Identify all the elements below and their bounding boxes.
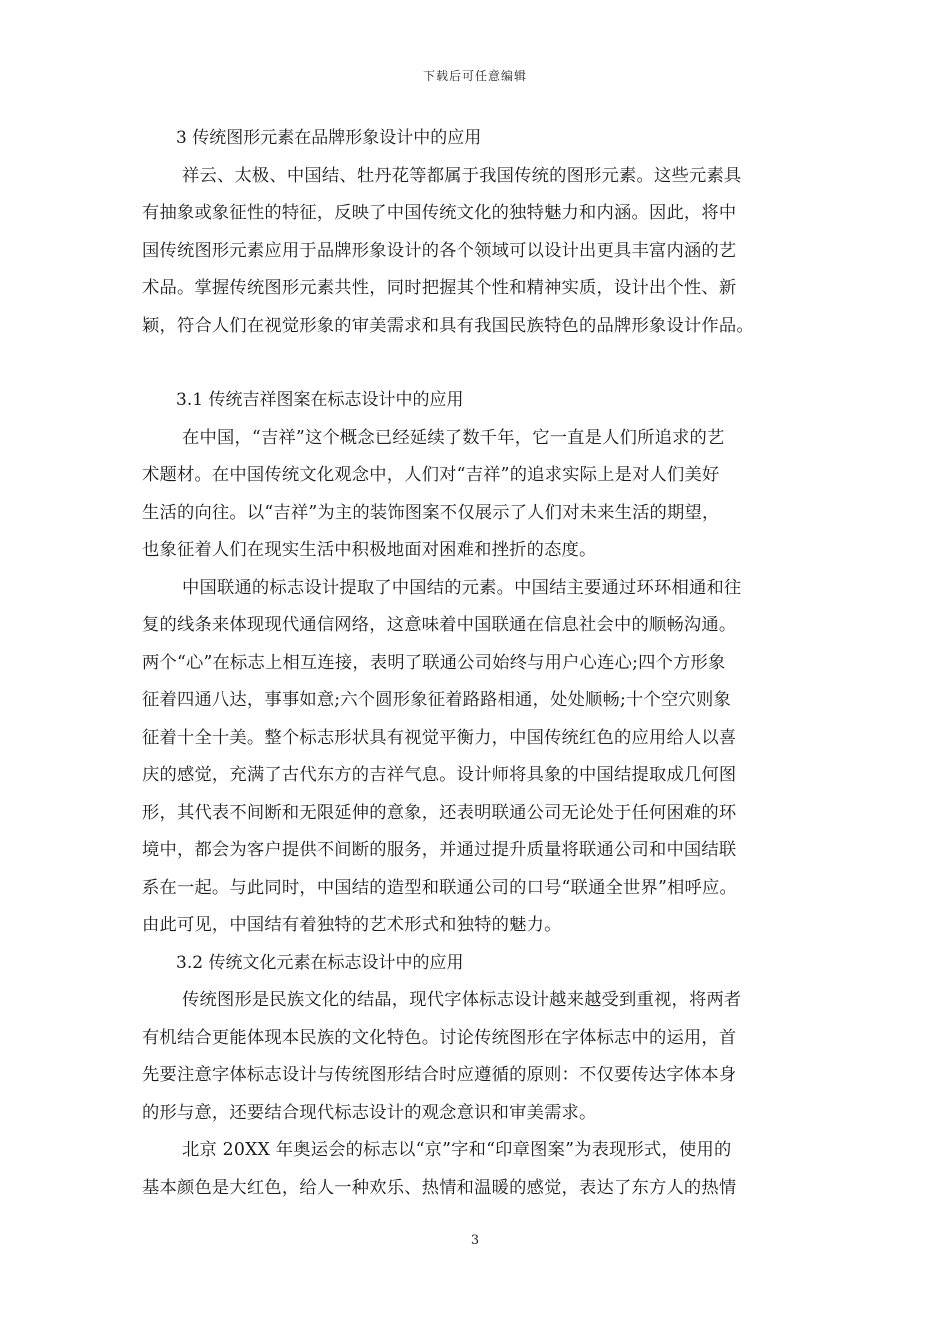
blank-line — [142, 345, 814, 382]
paragraph-line: 传统图形是民族文化的结晶，现代字体标志设计越来越受到重视，将两者 — [182, 990, 742, 1010]
paragraph-line: 庆的感觉，充满了古代东方的吉祥气息。设计师将具象的中国结提取成几何图 — [142, 765, 737, 785]
paragraph-line: 形，其代表不间断和无限延伸的意象，还表明联通公司无论处于任何困难的环 — [142, 802, 737, 823]
document-body — [142, 120, 814, 1207]
paragraph-line: 的形与意，还要结合现代标志设计的观念意识和审美需求。 — [142, 1102, 597, 1123]
paragraph-line: 系在一起。与此同时，中国结的造型和联通公司的口号“联通全世界”相呼应。 — [142, 877, 737, 898]
paragraph-line: 术品。掌握传统图形元素共性，同时把握其个性和精神实质，设计出个性、新 — [142, 278, 737, 298]
paragraph-line: 国传统图形元素应用于品牌形象设计的各个领域可以设计出更具丰富内涵的艺 — [142, 240, 737, 261]
paragraph-line: 颖，符合人们在视觉形象的审美需求和具有我国民族特色的品牌形象设计作品。 — [142, 315, 754, 336]
subsection-heading: 3.1 传统吉祥图案在标志设计中的应用 — [176, 390, 464, 410]
subsection-heading: 3.2 传统文化元素在标志设计中的应用 — [176, 952, 464, 973]
paragraph-line: 征着四通八达，事事如意;六个圆形象征着路路相通，处处顺畅;十个空穴则象 — [142, 690, 731, 710]
page-number: 3 — [470, 1233, 480, 1248]
paragraph-line: 两个“心”在标志上相互连接，表明了联通公司始终与用户心连心;四个方形象 — [142, 652, 726, 673]
paragraph-line: 祥云、太极、中国结、牡丹花等都属于我国传统的图形元素。这些元素具 — [182, 165, 742, 186]
paragraph-line: 基本颜色是大红色，给人一种欢乐、热情和温暖的感觉，表达了东方人的热情 — [142, 1177, 737, 1198]
paragraph-line: 复的线条来体现现代通信网络，这意味着中国联通在信息社会中的顺畅沟通。 — [142, 615, 737, 635]
paragraph-line: 也象征着人们在现实生活中积极地面对困难和挫折的态度。 — [142, 540, 597, 560]
paragraph-line: 北京 20XX 年奥运会的标志以“京”字和“印章图案”为表现形式，使用的 — [182, 1140, 732, 1160]
paragraph-line: 先要注意字体标志设计与传统图形结合时应遵循的原则：不仅要传达字体本身 — [142, 1065, 737, 1085]
paragraph-line: 有抽象或象征性的特征，反映了中国传统文化的独特魅力和内涵。因此，将中 — [142, 203, 737, 223]
paragraph-line: 征着十全十美。整个标志形状具有视觉平衡力，中国传统红色的应用给人以喜 — [142, 727, 737, 748]
paragraph-line: 生活的向往。以“吉祥”为主的装饰图案不仅展示了人们对未来生活的期望， — [142, 502, 720, 523]
paragraph-line: 由此可见，中国结有着独特的艺术形式和独特的魅力。 — [142, 915, 562, 935]
paragraph-line: 境中，都会为客户提供不间断的服务，并通过提升质量将联通公司和中国结联 — [142, 840, 737, 860]
page-header: 下载后可任意编辑 — [422, 69, 527, 83]
paragraph-line: 在中国，“吉祥”这个概念已经延续了数千年，它一直是人们所追求的艺 — [182, 427, 725, 448]
paragraph-line: 有机结合更能体现本民族的文化特色。讨论传统图形在字体标志中的运用，首 — [142, 1027, 737, 1048]
paragraph-line: 术题材。在中国传统文化观念中，人们对“吉祥”的追求实际上是对人们美好 — [142, 465, 720, 485]
section-heading: 3 传统图形元素在品牌形象设计中的应用 — [176, 128, 482, 148]
paragraph-line: 中国联通的标志设计提取了中国结的元素。中国结主要通过环环相通和往 — [182, 577, 742, 598]
